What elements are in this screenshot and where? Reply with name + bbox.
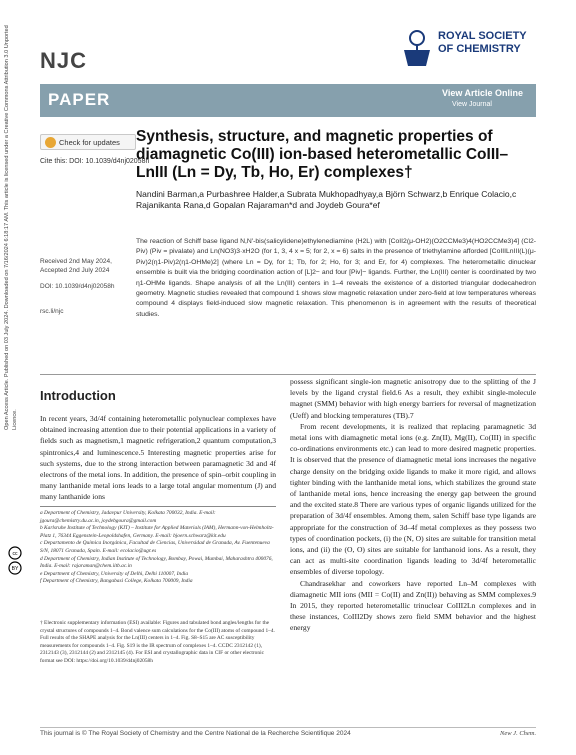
- intro-paragraph-1: In recent years, 3d/4f containing heterometallic polynuclear complexes have obtained increasing attention due to their potential applications in a variety of fields such as magnetism,1 magnetic refrigeration,2 quantum computation,3 spintronics,4 and luminescence.5 Interesting magnetic properties arise for such systems, due to the strong interaction between paramagnetic 3d and 4f electrons of the metal ions. In addition, the presence of spin–orbit coupling in many lanthanide metal ions leads to a large total angular momentum (J) and many lanthanide ions: [40, 414, 276, 502]
- footer-copyright: This journal is © The Royal Society of Chemistry and the Centre National de la Recherche Scientifique 2024: [40, 730, 351, 737]
- affiliation-d: d Department of Chemistry, Indian Institute of Technology, Bombay, Powai, Mumbai, Maharashtra 400076, India. E-mail: rajaraman@chem.iitb.ac.in: [40, 555, 273, 570]
- section-title: PAPER: [48, 90, 111, 109]
- creative-commons-icon: [8, 546, 24, 576]
- svg-text:BY: BY: [11, 566, 19, 572]
- affiliation-f: f Department of Chemistry, Bangabasi College, Kolkata 700009, India: [40, 578, 193, 585]
- introduction-paragraph: [40, 413, 276, 503]
- esi-note: † Electronic supplementary information (ESI) available: Figures and tabulated bond angles/lengths for the crystal structures of compounds 1–4. Bond valence sum calculations for the Co(III) atoms of compound 1–4. Full results of the SHAPE analysis for the Ln(III) centers in 1–4. Fig. S8–S15 are AC susceptibility measurements for compounds 1–4. Fig. S19 is the IR spectrum of complexes 1–4. CCDC 2312142 (1), 2312143 (3), 2312144 (2) and 2312145 (4). For ESI and crystallographic data in CIF or other electronic format see DOI: https://doi.org/10.1039/d4nj02058h: [40, 620, 275, 664]
- doi-sidebar: DOI: 10.1039/d4nj02058h: [40, 283, 115, 290]
- rsc-logo-icon: [400, 28, 434, 68]
- footer-journal: New J. Chem.: [500, 730, 537, 737]
- check-updates-icon: [45, 137, 56, 148]
- svg-text:cc: cc: [12, 551, 18, 557]
- col2-paragraph-1: possess significant single-ion magnetic anisotropy due to the splitting of the J levels by the ligand crystal field.6 As a result, they exhibit single-molecule magnet (SMM) behavior with high energy barriers for reversal of magnetization (Ueff) and blocking temperatures (TB).7: [290, 377, 536, 420]
- received-date: Received 2nd May 2024,: [40, 258, 112, 265]
- footnote-rule: [40, 506, 276, 507]
- affiliation-a: a Department of Chemistry, Jadavpur University, Kolkata 700032, India. E-mail: jgoura@chemistry.du.ac.in, joydebgoura@gmail.com: [40, 510, 216, 524]
- col2-paragraph-2: From recent developments, it is realized that replacing paramagnetic 3d metal ions with diamagnetic metal ions (e.g. Zn(II), Mg(II), Co(III) in specific co-ordinations environments etc.) can lead to more desired magnetic properties. It is observed that the presence of diamagnetic metal ions increases the negative charge density on the bridging oxide ligands to make it more rigid, and allows tighter binding with the lanthanide metal ions, which stabilizes the ground state of lanthanide metal ions, hence increasing the energy gap between the ground and the excited state.8 There are various types of organic ligands utilized for the preparation of 3d/4f ensembles. Among them, salen Schiff base type ligands are appropriate for the construction of 3d–4f metal complexes as they possess two types of coordination pockets, (i) the (N, O) sites are suitable for transition metal ions, and (ii) the (O, O) sites are suitable for lanthanoid ions. As a result, they can act as multi-site coordination ligands leading to 3d/4f heterometallic ensembles of diverse topology.: [290, 421, 536, 577]
- accepted-date: Accepted 2nd July 2024: [40, 267, 110, 274]
- view-journal-link[interactable]: View Journal: [452, 101, 492, 108]
- check-updates-label: Check for updates: [59, 137, 120, 147]
- abstract: The reaction of Schiff base ligand N,N′-bis(salicylidene)ethylenediamine (H2L) with [CoII2(μ-OH2)(O2CCMe3)4(HO2CCMe3)4] (Cl2-Piv) (Piv = pivalate) and Ln(NO3)3·xH2O (for 1, 3, 4 x = 5; for 2, x = 6) salts in the presence of triethylamine afforded [CoIIILnIII(L)(μ-Piv)2(η1-Piv)2(η1-OHMe)2] (where Ln = Dy, for 1; Tb, for 2; Ho, for 3; and Er, for 4) complexes. The heterometallic dinuclear ensemble is built via the bridging coordination action of [L]2− and four [Piv]− ligands. Further, the Ln(III) center is coordinated by two η1-OHMe ligands. Shape analysis of all the Ln(III) centers in 1–4 reveals the existence of a distorted triangular dodecahedron geometry. Magnetic studies revealed that compound 1 shows slow magnetic relaxation under zero-field at low temperatures whereas compound 4 displays field-induced slow magnetic relaxation. This phenomenon is in agreement with the results of theoretical studies.: [136, 238, 536, 318]
- affiliation-e: e Department of Chemistry, University of Delhi, Delhi 110007, India: [40, 570, 189, 577]
- col2-paragraph-3: Chandrasekhar and coworkers have reported Ln–M complexes with diamagnetic MII ions (MII = Co(II) and Zn(II)) behaving as SMM complexes.9 In 2015, they reported heterometallic trinuclear CoIII2Ln complexes and in these instances, CoIII2Dy shows zero field SMM behavior and the highest energy: [290, 578, 536, 633]
- footer-rule: [40, 727, 536, 728]
- introduction-heading: Introduction: [40, 388, 116, 403]
- article-title: Synthesis, structure, and magnetic properties of diamagnetic Co(III) ion-based heterometallic CoIII–LnIII (Ln = Dy, Tb, Ho, Er) complexes†: [136, 128, 509, 181]
- check-for-updates-button[interactable]: [40, 134, 136, 150]
- body-column-2: [290, 376, 536, 634]
- journal-name: NJC: [40, 48, 88, 73]
- publisher-line-2: OF CHEMISTRY: [438, 43, 521, 55]
- sidebar-licence-text: Open Access Article. Published on 03 July 2024. Downloaded on 7/16/2024 6:18:17 AM. This article is licensed under a Creative Commons Attribution 3.0 Unported Licence.: [4, 25, 18, 430]
- affiliation-b: b Karlsruhe Institute of Technology (KIT) – Institute for Applied Materials (IAM), Hermann-von-Helmholtz-Platz 1, 76344 Eggenstein-Leopoldshafen, Germany. E-mail: bjoern.schwarz@kit.edu: [40, 525, 274, 539]
- view-article-online-link[interactable]: View Article Online: [442, 88, 524, 98]
- cite-doi: Cite this: DOI: 10.1039/d4nj02058h: [40, 158, 150, 165]
- publisher-line-1: ROYAL SOCIETY: [438, 30, 527, 42]
- publisher-name: [438, 30, 527, 56]
- sidebar-licence: [4, 25, 28, 454]
- author-list: Nandini Barman,a Purbashree Halder,a Subrata Mukhopadhyay,a Björn Schwarz,b Enrique Colacio,c Rajanikanta Rana,d Gopalan Rajaraman*d and Joydeb Goura*ef: [136, 189, 517, 210]
- affiliations: [40, 510, 276, 586]
- affiliation-c: c Departamento de Química Inorgánica, Facultad de Ciencias, Universidad de Granada, Av. Fuentenueva S/N, 18071 Granada, Spain. E-mail: ecolacio@ugr.es: [40, 540, 270, 554]
- rsc-journal-link[interactable]: rsc.li/njc: [40, 308, 64, 315]
- section-divider: [40, 374, 536, 375]
- received-dates: [40, 257, 112, 275]
